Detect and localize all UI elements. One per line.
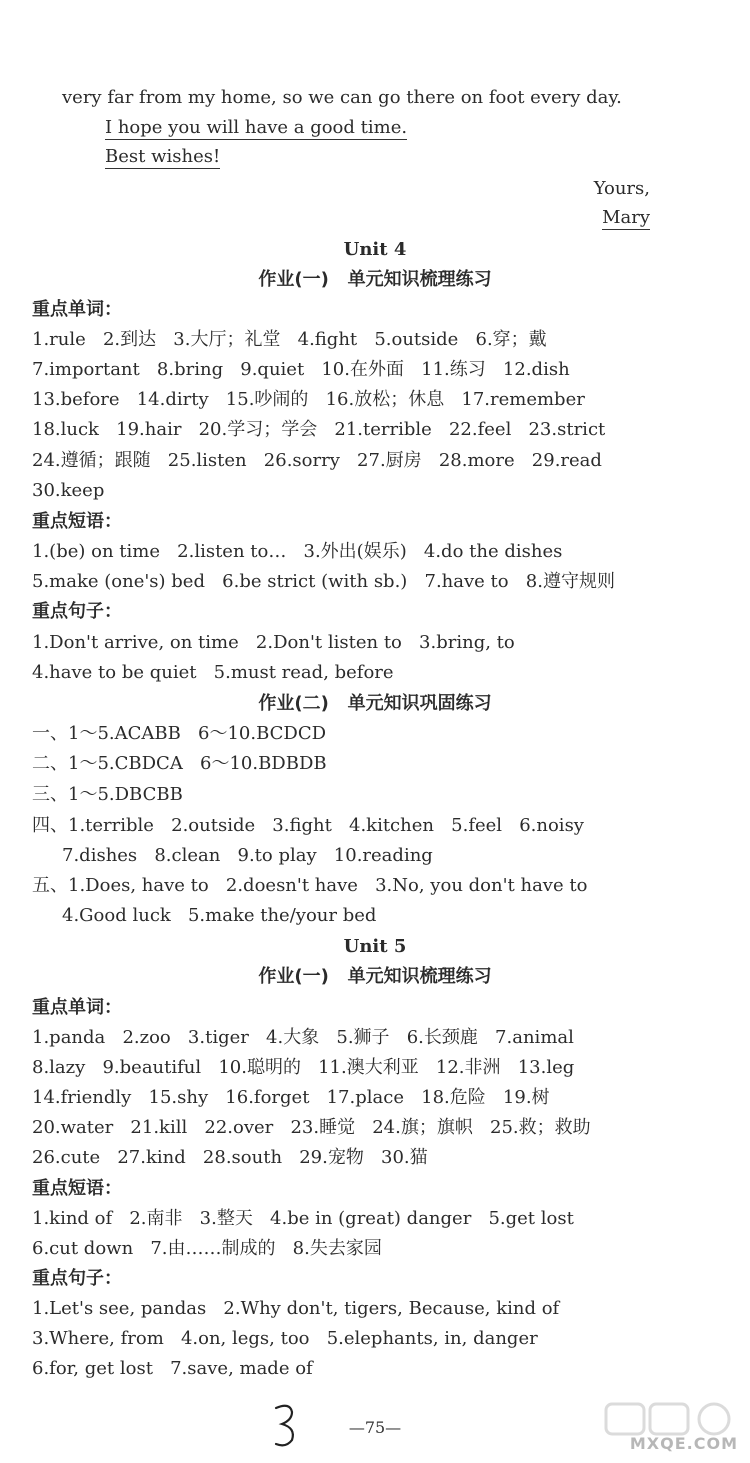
unit4-words-heading: 重点单词：: [32, 299, 122, 320]
unit4-sentences-heading: 重点句子：: [32, 601, 122, 622]
letter-sign-yours: Yours,: [593, 178, 650, 199]
unit5-words-row: 26.cute 27.kind 28.south 29.宠物 30.猫: [32, 1147, 428, 1168]
unit4-phrases-row: 1.(be) on time 2.listen to… 3.外出(娱乐) 4.do the dishes: [32, 541, 563, 562]
unit4-words-row: 24.遵循；跟随 25.listen 26.sorry 27.厨房 28.more 29.read: [32, 450, 602, 471]
letter-line-2: I hope you will have a good time.: [105, 117, 408, 138]
letter-line-3: Best wishes!: [105, 146, 221, 167]
unit4-answers-row: 7.dishes 8.clean 9.to play 10.reading: [62, 845, 433, 866]
unit5-phrases-heading: 重点短语：: [32, 1178, 122, 1199]
unit4-answers-row: 4.Good luck 5.make the/your bed: [62, 905, 377, 926]
unit5-words-row: 1.panda 2.zoo 3.tiger 4.大象 5.狮子 6.长颈鹿 7.animal: [32, 1027, 574, 1048]
unit5-words-row: 8.lazy 9.beautiful 10.聪明的 11.澳大利亚 12.非洲 13.leg: [32, 1057, 575, 1078]
unit4-sentences-row: 4.have to be quiet 5.must read, before: [32, 662, 394, 683]
unit5-title: Unit 5: [343, 936, 407, 957]
unit4-sentences-row: 1.Don't arrive, on time 2.Don't listen to 3.bring, to: [32, 632, 515, 653]
unit5-phrases-row: 6.cut down 7.由……制成的 8.失去家园: [32, 1238, 382, 1259]
unit4-answers-row: 三、1～5.DBCBB: [32, 784, 183, 805]
unit4-hw2-title: 作业(二) 单元知识巩固练习: [258, 693, 492, 714]
unit5-words-heading: 重点单词：: [32, 997, 122, 1018]
unit4-words-row: 18.luck 19.hair 20.学习；学会 21.terrible 22.feel 23.strict: [32, 419, 606, 440]
unit4-answers-row: 二、1～5.CBDCA 6～10.BDBDB: [32, 753, 327, 774]
unit5-sentences-heading: 重点句子：: [32, 1268, 122, 1289]
unit5-words-row: 20.water 21.kill 22.over 23.睡觉 24.旗；旗帜 25.救；救助: [32, 1117, 591, 1138]
unit5-phrases-row: 1.kind of 2.南非 3.整天 4.be in (great) danger 5.get lost: [32, 1208, 574, 1229]
unit4-words-row: 7.important 8.bring 9.quiet 10.在外面 11.练习 12.dish: [32, 359, 570, 380]
letter-line-1: very far from my home, so we can go there on foot every day.: [62, 87, 622, 108]
letter-sign-name: Mary: [602, 207, 650, 228]
unit4-phrases-heading: 重点短语：: [32, 511, 122, 532]
unit4-words-row: 1.rule 2.到达 3.大厅；礼堂 4.fight 5.outside 6.穿；戴: [32, 329, 547, 350]
unit4-words-row: 13.before 14.dirty 15.吵闹的 16.放松；休息 17.remember: [32, 389, 585, 410]
unit4-answers-row: 一、1～5.ACABB 6～10.BCDCD: [32, 723, 327, 744]
unit4-title: Unit 4: [343, 239, 407, 260]
unit5-sentences-row: 1.Let's see, pandas 2.Why don't, tigers, Because, kind of: [32, 1298, 560, 1319]
unit5-sentences-row: 6.for, get lost 7.save, made of: [32, 1358, 313, 1379]
unit4-answers-row: 四、1.terrible 2.outside 3.fight 4.kitchen 5.feel 6.noisy: [32, 815, 584, 836]
watermark-text: MXQE.COM: [629, 1434, 738, 1453]
unit4-answers-row: 五、1.Does, have to 2.doesn't have 3.No, you don't have to: [32, 875, 588, 896]
unit5-sentences-row: 3.Where, from 4.on, legs, too 5.elephants, in, danger: [32, 1328, 538, 1349]
unit5-words-row: 14.friendly 15.shy 16.forget 17.place 18.危险 19.树: [32, 1087, 550, 1108]
unit4-hw1-title: 作业(一) 单元知识梳理练习: [258, 269, 492, 290]
unit4-phrases-row: 5.make (one's) bed 6.be strict (with sb.) 7.have to 8.遵守规则: [32, 571, 615, 592]
unit5-hw1-title: 作业(一) 单元知识梳理练习: [258, 966, 492, 987]
unit4-words-row: 30.keep: [32, 480, 105, 501]
page-number: —75—: [348, 1418, 402, 1437]
